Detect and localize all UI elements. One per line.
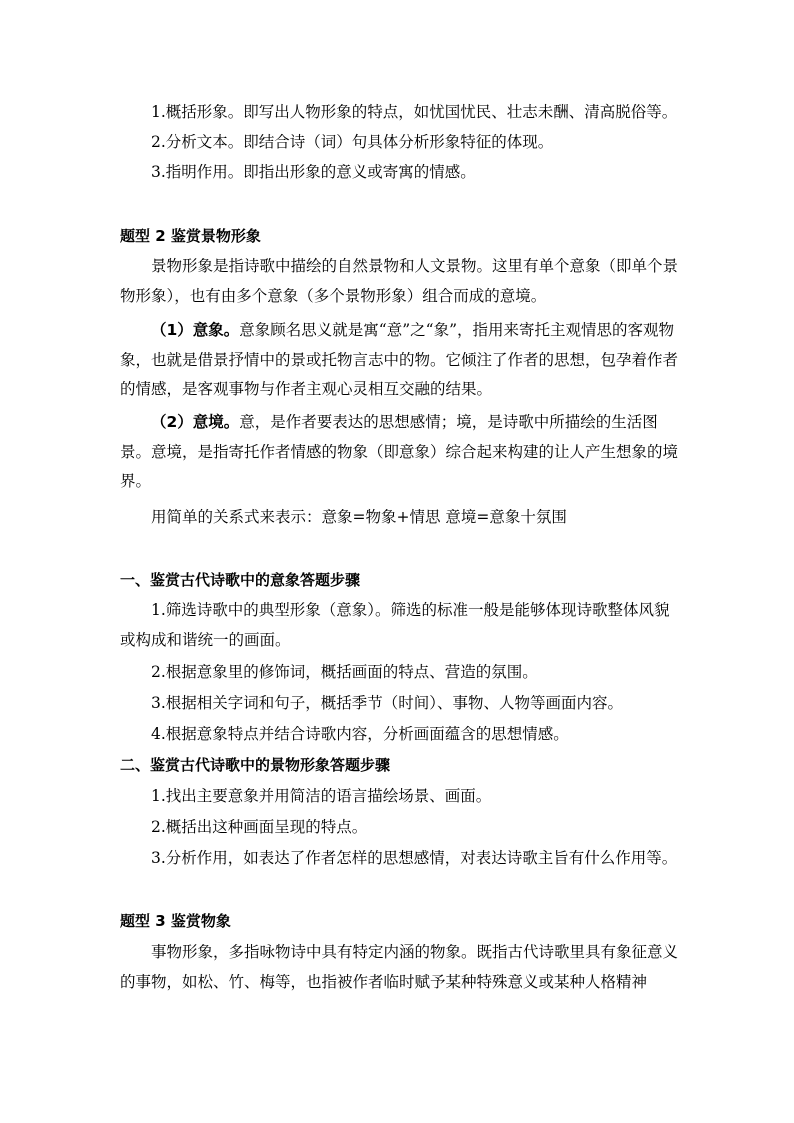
yijing-label: （2）意境。 [151, 413, 240, 431]
type2-intro: 景物形象是指诗歌中描绘的自然景物和人文景物。这里有单个意象（即单个景物形象），也有由多个意象（多个景物形象）组合而成的意境。 [120, 257, 679, 305]
yijing-text: 意，是作者要表达的思想感情；境，是诗歌中所描绘的生活图景。意境，是指寄托作者情感的物象（即意象）综合起来构建的让人产生想象的境界。 [120, 413, 679, 490]
steps2-heading: 二、鉴赏古代诗歌中的景物形象答题步骤 [120, 756, 391, 774]
steps2-item-3: 3.分析作用，如表达了作者怎样的思想感情，对表达诗歌主旨有什么作用等。 [151, 849, 678, 867]
steps1-item-2: 2.根据意象里的修饰词，概括画面的特点、营造的氛围。 [151, 663, 538, 681]
intro-item-3: 3.指明作用。即指出形象的意义或寄寓的情感。 [151, 163, 476, 181]
steps1-item-1: 1.筛选诗歌中的典型形象（意象）。筛选的标准一般是能够体现诗歌整体风貌或构成和谐统一的画面。 [120, 601, 670, 649]
formula-line: 用简单的关系式来表示：意象=物象+情思 意境=意象十氛围 [151, 508, 567, 526]
steps1-item-4: 4.根据意象特点并结合诗歌内容，分析画面蕴含的思想情感。 [151, 725, 569, 743]
yixiang-text: 意象顾名思义就是寓“意”之“象”，指用来寄托主观情思的客观物象，也就是借景抒情中的景或托物言志中的物。它倾注了作者的思想，包孕着作者的情感，是客观事物与作者主观心灵相互交融的结果。 [120, 321, 679, 398]
type3-heading: 题型 3 鉴赏物象 [120, 912, 231, 930]
type2-yixiang-paragraph [120, 316, 680, 405]
intro-item-2: 2.分析文本。即结合诗（词）句具体分析形象特征的体现。 [151, 133, 554, 151]
type3-intro: 事物形象，多指咏物诗中具有特定内涵的物象。既指古代诗歌里具有象征意义的事物，如松、竹、梅等，也指被作者临时赋予某种特殊意义或某种人格精神 [120, 943, 679, 991]
type2-yijing-paragraph [120, 408, 680, 497]
yixiang-label: （1）意象。 [151, 321, 240, 339]
steps2-item-1: 1.找出主要意象并用简洁的语言描绘场景、画面。 [151, 787, 492, 805]
steps1-heading: 一、鉴赏古代诗歌中的意象答题步骤 [120, 571, 361, 589]
intro-item-1: 1.概括形象。即写出人物形象的特点，如忧国忧民、壮志未酬、清高脱俗等。 [151, 103, 678, 121]
steps2-item-2: 2.概括出这种画面呈现的特点。 [151, 818, 368, 836]
type2-heading: 题型 2 鉴赏景物形象 [120, 227, 261, 245]
steps1-item-3: 3.根据相关字词和句子，概括季节（时间）、事物、人物等画面内容。 [151, 694, 624, 712]
